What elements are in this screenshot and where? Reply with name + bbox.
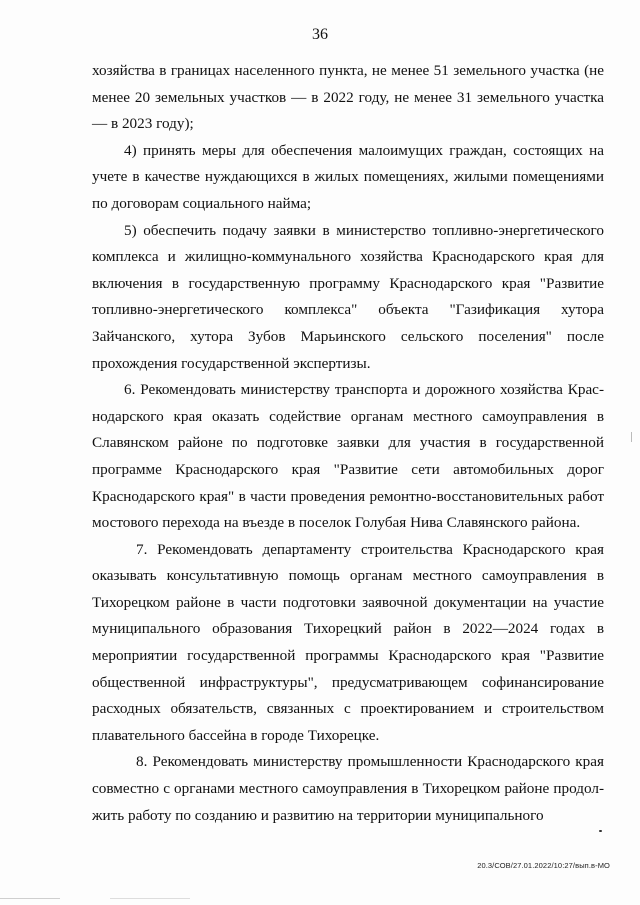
scan-bottom-edge [0, 898, 640, 899]
document-footer-code: 20.3/СОВ/27.01.2022/10:27/вып.в-МО [477, 861, 610, 870]
document-body [92, 58, 604, 829]
paragraph-continuation: хозяйства в границах населенного пункта, не менее 51 земельного участка (не менее 20 земельных участков — в 2022 году, не менее 31 земельного участка — в 2023 году); [92, 62, 604, 133]
paragraph-item-8: 8. Рекомендовать министерству промышленности Краснодарского края совместно с органами местного самоуправления в Тихорецком районе продолжить работу по созданию и развитию на территории муниципального [92, 753, 604, 824]
page-number: 36 [312, 26, 328, 43]
paragraph-item-6: 6. Рекомендовать министерству транспорта и дорожного хозяйства Краснодарского края оказать содействие органам местного самоуправления в Славянском районе по подготовке заявки для участия в государственной программе Краснодарского края "Развитие сети автомобильных дорог Краснодарского края" в части проведения ремонтно-восстановительных работ мостового перехода на въезде в поселок Голубая Нива Славянского района. [92, 381, 604, 532]
paragraph-item-4: 4) принять меры для обеспечения малоимущих граждан, состоящих на учете в качестве нуждающихся в жилых помещениях, жилыми помещениями по договорам социального найма; [92, 141, 604, 212]
paragraph-item-7: 7. Рекомендовать департаменту строительства Краснодарского края оказывать консультативную помощь органам местного самоуправления в Тихорецком районе в части подготовки заявочной документации на участие муниципального образования Тихорецкий район в 2022—2024 годах в мероприятии государственной программы Краснодарского края "Развитие общественной инфраструктуры", предусматривающем софинансирование расходных обязательств, связанных с проектированием и строительством плавательного бассейна в городе Тихорецке. [92, 540, 604, 744]
scan-edge-mark [631, 432, 632, 442]
paragraph-item-5: 5) обеспечить подачу заявки в министерство топливно-энергетического комплекса и жилищно-коммунального хозяйства Краснодарского края для включения в государственную программу Краснодарского края "Развитие топливно-энергетического комплекса" объекта "Газификация хутора Зайчанского, хутора Зубов Марьинского сельского поселения" после прохождения государственной экспертизы. [92, 221, 604, 372]
scan-speck [599, 830, 602, 832]
